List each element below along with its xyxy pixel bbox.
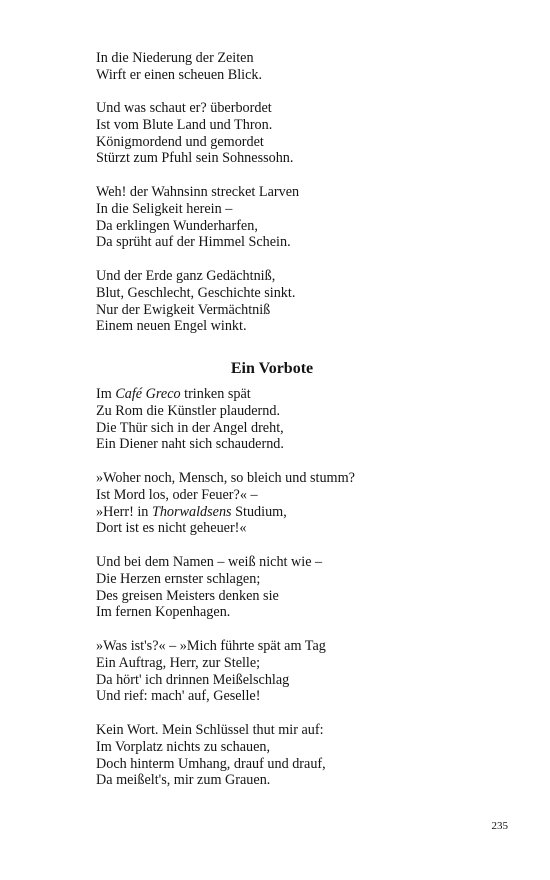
verse-text: Im (96, 386, 116, 402)
verse-line: Und rief: mach' auf, Geselle! (96, 688, 261, 705)
verse-text: »Herr! in (96, 503, 152, 520)
verse-line: Die Thür sich in der Angel dreht, (96, 419, 284, 436)
verse-line: Da meißelt's, mir zum Grauen. (96, 772, 271, 789)
poem-continuation (96, 50, 456, 84)
poem-continuation-stanza-3 (96, 184, 456, 251)
verse-line: Im Vorplatz nichts zu schauen, (96, 738, 271, 755)
verse-line: Und bei dem Namen – weiß nicht wie – (96, 554, 323, 570)
stanza (96, 268, 456, 335)
verse-line: Ein Diener naht sich schaudernd. (96, 436, 284, 453)
italic-name: Thorwaldsens (151, 503, 232, 520)
verse-line: Zu Rom die Künstler plaudernd. (96, 402, 281, 419)
verse-line: Blut, Geschlecht, Geschichte sinkt. (96, 284, 296, 301)
stanza (96, 638, 456, 705)
poem-continuation-stanza-2 (96, 100, 456, 167)
verse-line: »Was ist's?« – »Mich führte spät am Tag (96, 638, 326, 654)
poem-continuation-stanza-4 (96, 268, 456, 335)
verse-line: »Woher noch, Mensch, so bleich und stumm? (96, 470, 355, 486)
stanza (96, 50, 456, 84)
verse-line: Da sprüht auf der Himmel Schein. (96, 234, 291, 251)
verse-line: Königmordend und gemordet (96, 133, 264, 150)
verse-line: Stürzt zum Pfuhl sein Sohnessohn. (96, 150, 294, 167)
verse-line: Ist Mord los, oder Feuer?« – (96, 486, 258, 503)
verse-line: Des greisen Meisters denken sie (96, 587, 279, 604)
stanza (96, 470, 456, 537)
verse-line: Doch hinterm Umhang, drauf und drauf, (96, 755, 326, 772)
verse-line: Ist vom Blute Land und Thron. (96, 116, 273, 133)
verse-line: Ein Auftrag, Herr, zur Stelle; (96, 654, 261, 671)
vorbote-stanza-3 (96, 554, 456, 621)
verse-line: Dort ist es nicht geheuer!« (96, 520, 247, 537)
verse-line: Da erklingen Wunderharfen, (96, 217, 258, 234)
vorbote-stanza-1 (96, 386, 456, 453)
verse-line: Und der Erde ganz Gedächtniß, (96, 268, 276, 284)
verse-text: trinken spät (180, 386, 251, 402)
verse-line: Die Herzen ernster schlagen; (96, 570, 261, 587)
verse-line: In die Niederung der Zeiten (96, 50, 254, 66)
vorbote-stanza-5 (96, 722, 456, 789)
verse-line (96, 386, 456, 403)
stanza (96, 100, 456, 167)
verse-line: Einem neuen Engel winkt. (96, 318, 247, 335)
stanza (96, 554, 456, 621)
stanza (96, 184, 456, 251)
verse-line: Da hört' ich drinnen Meißelschlag (96, 671, 290, 688)
poem-title: Ein Vorbote (230, 360, 314, 377)
verse-line: Und was schaut er? überbordet (96, 100, 272, 116)
vorbote-stanza-2 (96, 470, 456, 537)
stanza (96, 722, 456, 789)
italic-place-name: Café Greco (115, 386, 181, 402)
verse-line: Im fernen Kopenhagen. (96, 604, 231, 621)
verse-text: Studium, (231, 503, 287, 520)
vorbote-stanza-4 (96, 638, 456, 705)
verse-line (96, 504, 456, 521)
stanza (96, 386, 456, 453)
verse-line: In die Seligkeit herein – (96, 200, 233, 217)
verse-line: Wirft er einen scheuen Blick. (96, 66, 263, 83)
verse-line: Weh! der Wahnsinn strecket Larven (96, 184, 300, 200)
verse-line: Nur der Ewigkeit Vermächtniß (96, 301, 271, 318)
page-number: 235 (491, 820, 508, 832)
verse-line: Kein Wort. Mein Schlüssel thut mir auf: (96, 722, 324, 738)
